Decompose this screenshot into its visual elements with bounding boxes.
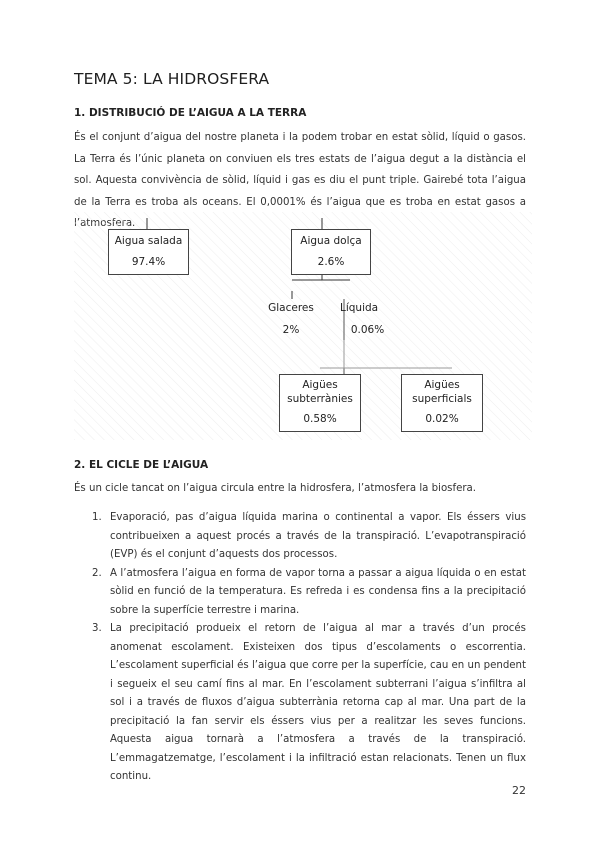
label-liquida: Líquida	[340, 302, 379, 314]
label-glaceres: Glaceres	[268, 302, 314, 314]
label-superficials-line2: superficials	[412, 393, 472, 405]
section-1-paragraph: És el conjunt d’aigua del nostre planeta i la podem trobar en estat sòlid, líquid o gasos. La Terra és l’únic planeta on conviuen els tres estats de l’aigua degut a la distància el sol. Aquesta convivència de sòlid, líquid i gas es diu el punt triple. Gairebé tota l’aigua de la Terra es troba als oceans. El 0,0001% és l’aigua que es troba en estat gasos a	[74, 132, 526, 208]
list-item	[74, 620, 526, 787]
section-2-heading: 2. EL CICLE DE L’AIGUA	[74, 459, 209, 471]
label-aigua-dolca: Aigua dolça	[300, 235, 362, 247]
list-item-text: Evaporació, pas d’aigua líquida marina o continental a vapor. Els éssers vius contribueixen a aquest procés a través de la transpiració. L’evapotranspiració (EVP) és el conjunt d’aquests dos processos.	[110, 512, 526, 560]
label-subterranies-line2: subterrànies	[287, 393, 353, 405]
box-aigua-salada	[108, 229, 189, 275]
list-item-number: 3.	[92, 623, 102, 634]
section-2-intro: És un cicle tancat on l’aigua circula entre la hidrosfera, l’atmosfera la biosfera.	[74, 483, 477, 494]
label-superficials-line1: Aigües	[424, 379, 460, 391]
water-distribution-diagram	[74, 212, 532, 440]
box-aigues-superficials	[401, 374, 483, 432]
value-liquida: 0.06%	[350, 324, 385, 336]
list-item-number: 1.	[92, 512, 102, 523]
box-aigua-dolca	[291, 229, 371, 275]
box-aigues-subterranies	[279, 374, 361, 432]
value-aigua-salada: 97.4%	[131, 256, 166, 268]
list-item-text: La precipitació produeix el retorn de l’aigua al mar a través d’un procés anomenat escolament. Existeixen dos tipus d’escolaments o escorrentia. L’escolament superficial és l’aigua que corre per la superfície, cau en un pendent i segueix el seu camí fins al mar. En l’escolament subterrani l’aigua s’infiltra al sol i a través de fluxos d’aigua subterrània retorna cap al mar. Una part de la precipitació la fan servir els éssers vius per a realitzar les seves funcions. Aquesta aigua tornarà a l’atmosfera a través de la transpiració. L’emmagatzematge, l’escolament i la infiltració estan relacionats. Tenen un flux continu.	[110, 623, 527, 782]
list-item-text: A l’atmosfera l’aigua en forma de vapor torna a passar a aigua líquida o en estat sòlid en funció de la temperatura. Es refreda i es condensa fins a la precipitació sobre la superfície terrestre i marina.	[110, 567, 526, 616]
list-item	[74, 565, 526, 621]
label-aigua-salada: Aigua salada	[114, 235, 183, 247]
section-1-heading: 1. DISTRIBUCIÓ DE L’AIGUA A LA TERRA	[74, 107, 307, 119]
value-subterranies: 0.58%	[303, 413, 337, 425]
value-glaceres: 2%	[282, 324, 300, 336]
page-title: TEMA 5: LA HIDROSFERA	[74, 70, 270, 88]
value-superficials: 0.02%	[425, 413, 459, 425]
label-subterranies-line1: Aigües	[302, 379, 338, 391]
list-item	[74, 509, 526, 565]
page-number: 22	[512, 784, 526, 797]
value-aigua-dolca: 2.6%	[317, 256, 345, 268]
list-item-number: 2.	[92, 567, 102, 579]
water-cycle-list	[74, 509, 526, 787]
